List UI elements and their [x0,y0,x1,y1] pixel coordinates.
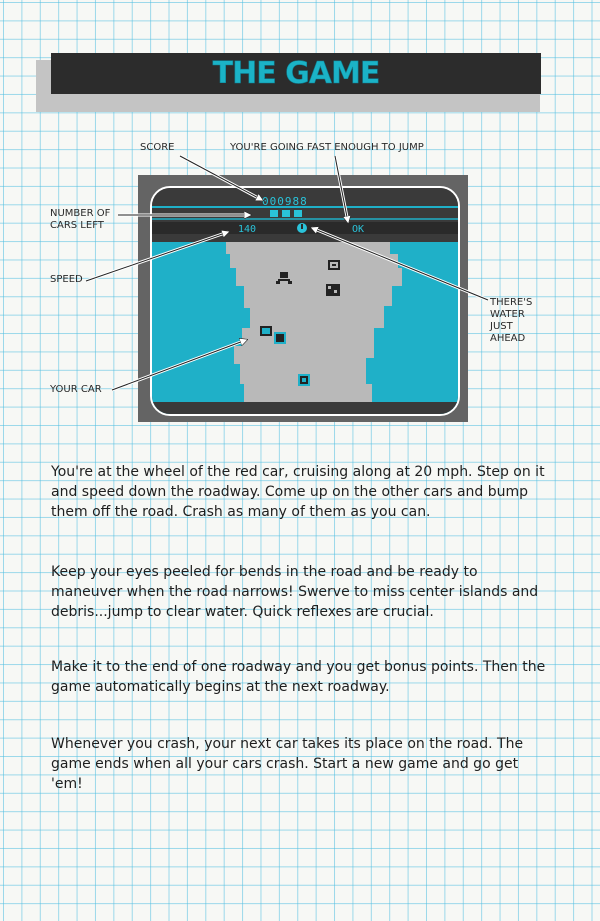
paragraph-1: You're at the wheel of the red car, cruising along at 20 mph. Step on it and speed down the roadway. Come up on the other cars and bump them off the road. Crash as many of them as you can. [51,464,545,520]
hud-score: 000988 [262,195,308,208]
label-speed: SPEED [50,274,83,285]
label-water-2: WATER [490,309,525,320]
game-screenshot [138,175,468,422]
label-cars-left-2: CARS LEFT [50,220,104,231]
paragraph-2: Keep your eyes peeled for bends in the road and be ready to maneuver when the road narrows! Swerve to miss center islands and debris...jump to clear water. Quick reflexes are crucial. [51,564,539,620]
car-left-icon [294,210,302,217]
water-warning-mark [301,224,303,229]
hud-jump-ok: OK [352,224,365,235]
hud-speed: 140 [238,224,257,235]
game-scene [152,188,458,414]
tv-frame [150,186,460,416]
paragraph-4: Whenever you crash, your next car takes its place on the road. The game ends when all your cars crash. Start a new game and go get 'em! [51,736,524,792]
cars-left-icons [270,210,302,217]
title-banner [51,53,541,94]
label-water-3: JUST [490,321,513,332]
label-water-4: AHEAD [490,333,526,344]
enemy-car-3-icon [298,374,310,386]
page-title: THE GAME [212,56,380,91]
paragraph-3: Make it to the end of one roadway and you get bonus points. Then the game automatically begins at the next roadway. [51,659,546,695]
label-cars-left-1: NUMBER OF [50,208,111,219]
enemy-car-2-icon [326,284,340,296]
car-left-icon [282,210,290,217]
label-score: SCORE [140,142,175,153]
enemy-car-1-icon [328,260,340,270]
label-your-car: YOUR CAR [50,384,102,395]
bottom-band [152,402,458,414]
car-left-icon [270,210,278,217]
label-jump: YOU'RE GOING FAST ENOUGH TO JUMP [230,142,424,153]
label-water-1: THERE'S [490,297,533,308]
